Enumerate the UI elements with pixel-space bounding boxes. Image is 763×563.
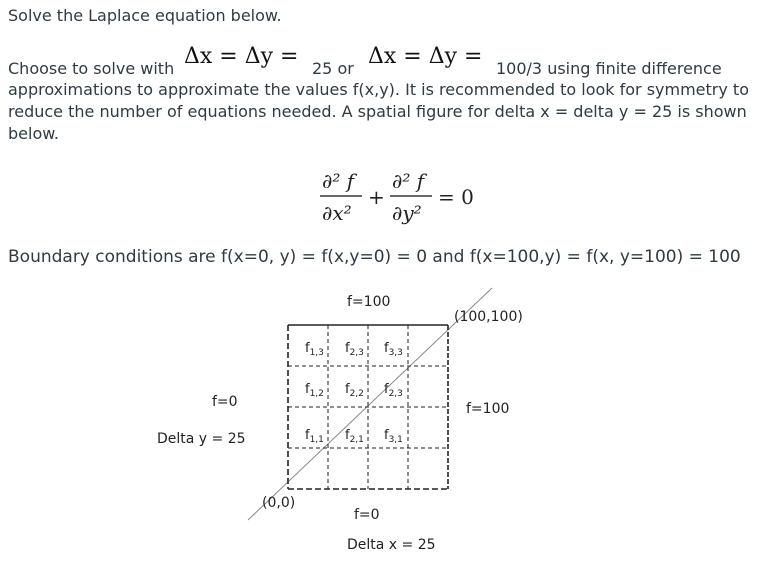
left-boundary-label: f=0 xyxy=(212,394,238,410)
delta-expression-1: Δx = Δy = xyxy=(184,44,299,69)
right-boundary-label: f=100 xyxy=(466,401,510,417)
boundary-conditions: Boundary conditions are f(x=0, y) = f(x,y=0) = 0 and f(x=100,y) = f(x, y=100) = 100 xyxy=(8,247,741,267)
delta-value-2: 100/3 using finite difference xyxy=(496,59,722,78)
node-label-1: $f_{1,3}$ xyxy=(305,341,324,358)
node-label-8: $f_{2,1}$ xyxy=(345,428,364,445)
eq-equals-zero: = 0 xyxy=(438,185,474,209)
corner-top-right-label: (100,100) xyxy=(454,309,523,325)
eq-denominator-2: ∂y² xyxy=(392,201,422,225)
eq-numerator-1: ∂² f xyxy=(322,169,355,193)
node-label-7: $f_{1,1}$ xyxy=(305,428,324,445)
delta-expression-2: Δx = Δy = xyxy=(368,44,483,69)
bottom-spacing-label: Delta x = 25 xyxy=(347,537,436,553)
instructions-paragraph: approximations to approximate the values f(x,y). It is recommended to look for symmetry to reduce the number of equations needed. A spatial figure for delta x = delta y = 25 is shown below. xyxy=(8,80,749,143)
corner-bottom-left-label: (0,0) xyxy=(262,495,296,511)
left-spacing-label: Delta y = 25 xyxy=(157,431,246,447)
intro-line: Solve the Laplace equation below. xyxy=(8,6,282,25)
node-label-4: $f_{1,2}$ xyxy=(305,382,324,399)
bottom-boundary-label: f=0 xyxy=(354,507,380,523)
node-label-5: $f_{2,2}$ xyxy=(345,382,364,399)
top-boundary-label: f=100 xyxy=(347,294,391,310)
delta-value-1: 25 or xyxy=(312,59,354,78)
eq-plus: + xyxy=(368,185,385,209)
choose-prefix: Choose to solve with xyxy=(8,59,175,78)
node-label-2: $f_{2,3}$ xyxy=(345,341,364,358)
eq-denominator-1: ∂x² xyxy=(322,201,352,225)
eq-numerator-2: ∂² f xyxy=(392,169,425,193)
node-label-3: $f_{3,3}$ xyxy=(384,341,403,358)
node-label-9: $f_{3,1}$ xyxy=(384,428,403,445)
node-label-6: $f_{2,3}$ xyxy=(384,382,403,399)
